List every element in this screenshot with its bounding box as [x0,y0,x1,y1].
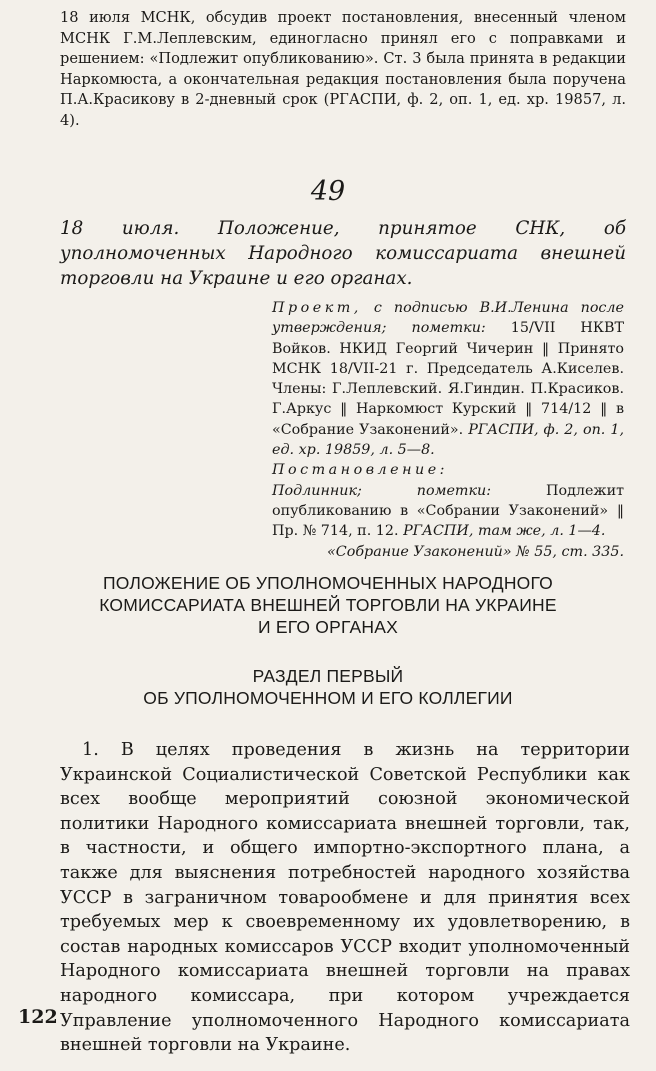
project-note: с подписью В.И.Ленина после утверждения; пометки: [272,300,624,337]
original-label: Подлинник; пометки: [272,482,492,499]
main-heading [20,572,636,638]
original-source: РГАСПИ, там же, л. 1—4. [403,523,606,540]
section-heading-line: РАЗДЕЛ ПЕРВЫЙ [252,666,404,686]
project-label: Проект, [272,300,362,316]
archive-project [272,298,624,460]
project-source: РГАСПИ, ф. 2, оп. 1, ед. хр. 19859, л. 5—8. [272,421,624,459]
main-heading-line: И ЕГО ОРГАНАХ [258,617,398,637]
archive-note [272,298,624,562]
paragraph-1: 1. В целях проведения в жизнь на территории Украинской Социалистической Советской Республики как всех вообще мероприятий союзной экономической политики Народного комиссариата внешней торговли, так, в частности, и общего импортно-экспортного плана, а также для выяснения потребностей народного хозяйства УССР в заграничном товарообмене и для принятия всех требуемых мер к своевременному их удовлетворению, в состав народных комиссаров УССР входит уполномоченный Народного комиссариата внешней торговли на правах народного комиссара, при котором учреждается Управление уполномоченного Народного комиссариата внешней торговли на Украине. [60,740,630,1056]
resolution-label: Постановление: [272,462,448,479]
main-heading-line: КОМИССАРИАТА ВНЕШНЕЙ ТОРГОВЛИ НА УКРАИНЕ [99,595,557,615]
section-heading [20,665,636,709]
document-title: 18 июля. Положение, принятое СНК, об уполномоченных Народного комиссариата внешней торговли на Украине и его органах. [60,218,626,289]
project-details: 15/VII НКВТ Войков. НКИД Георгий Чичерин ‖ Принято МСНК 18/VII-21 г. Председатель А.Киселев. Члены: Г.Леплевский. Я.Гиндин. П.Красиков. Г.Аркус ‖ Наркомюст Курский ‖ 714/12 ‖ в «Собрание Узаконений». [272,320,625,438]
original-details: Подлежит опубликованию в «Собрании Узаконений» ‖ Пр. № 714, п. 12. [272,482,625,540]
intro-paragraph: 18 июля МСНК, обсудив проект постановления, внесенный членом МСНК Г.М.Леплевским, единогласно принял его с поправками и решением: «Подлежит опубликованию». Ст. 3 была принята в редакции Наркомюста, а окончательная редакция постановления была поручена П.А.Красикову в 2-дневный срок (РГАСПИ, ф. 2, оп. 1, ед. хр. 19857, л. 4). [60,9,626,129]
document-number: 49 [310,176,346,207]
section-heading-line: ОБ УПОЛНОМОЧЕННОМ И ЕГО КОЛЛЕГИИ [143,688,513,708]
main-heading-line: ПОЛОЖЕНИЕ ОБ УПОЛНОМОЧЕННЫХ НАРОДНОГО [103,573,553,593]
archive-original [272,481,624,542]
page-number: 122 [18,1006,58,1028]
collection-reference: «Собрание Узаконений» № 55, ст. 335. [327,543,624,560]
